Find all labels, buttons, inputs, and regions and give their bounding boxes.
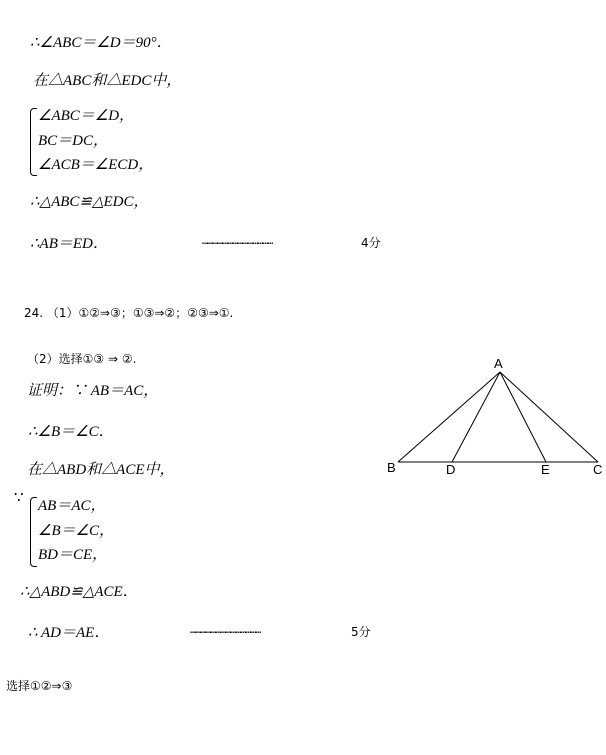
proof-line-conclusion-angles: ∴∠ABC＝∠D＝90°． xyxy=(30,35,172,51)
system-brace xyxy=(30,108,37,176)
leader-dots: …………………………………… xyxy=(190,625,261,636)
question-24-heading: 24. （1）①②⇒③；①③⇒②；②③⇒①. xyxy=(24,306,234,320)
proof-line-result: ∴AB＝ED． xyxy=(30,236,108,252)
proof-congruence: ∴△ABD≌△ACE． xyxy=(20,584,138,600)
system-line-2: ∠B＝∠C， xyxy=(38,523,115,539)
leader-dots: …………………………………… xyxy=(202,236,273,247)
proof-line-triangles: 在△ABC和△EDC中， xyxy=(33,73,182,89)
system-brace xyxy=(30,497,37,567)
vertex-label-b: B xyxy=(387,460,396,475)
proof-given: 证明：∵ AB＝AC， xyxy=(27,383,159,399)
segment-ab xyxy=(398,372,500,462)
vertex-label-c: C xyxy=(593,462,603,477)
system-line-2: BC＝DC， xyxy=(38,133,109,149)
proof-result: ∴ AD＝AE． xyxy=(28,625,110,641)
proof-choice: （2）选择①③ ⇒ ②. xyxy=(27,352,137,366)
because-symbol: ∵ xyxy=(14,490,24,506)
system-line-1: ∠ABC＝∠D， xyxy=(38,108,135,124)
vertex-label-e: E xyxy=(541,462,550,477)
score-label: 5分 xyxy=(351,625,371,639)
segment-ac xyxy=(500,372,598,462)
vertex-label-d: D xyxy=(446,462,456,477)
system-line-3: ∠ACB＝∠ECD， xyxy=(38,157,154,173)
vertex-label-a: A xyxy=(494,356,503,371)
proof-triangles: 在△ABD和△ACE中， xyxy=(27,462,175,478)
segment-ad xyxy=(452,372,500,462)
segment-ae xyxy=(500,372,546,462)
proof-angles-equal: ∴∠B＝∠C． xyxy=(28,424,114,440)
footer-choice: 选择①②⇒③ xyxy=(6,679,73,693)
score-label: 4分 xyxy=(361,236,381,250)
system-line-3: BD＝CE， xyxy=(38,547,108,563)
proof-line-congruence: ∴△ABC≌△EDC， xyxy=(30,194,149,210)
system-line-1: AB＝AC， xyxy=(38,498,106,514)
triangle-figure xyxy=(380,350,606,480)
